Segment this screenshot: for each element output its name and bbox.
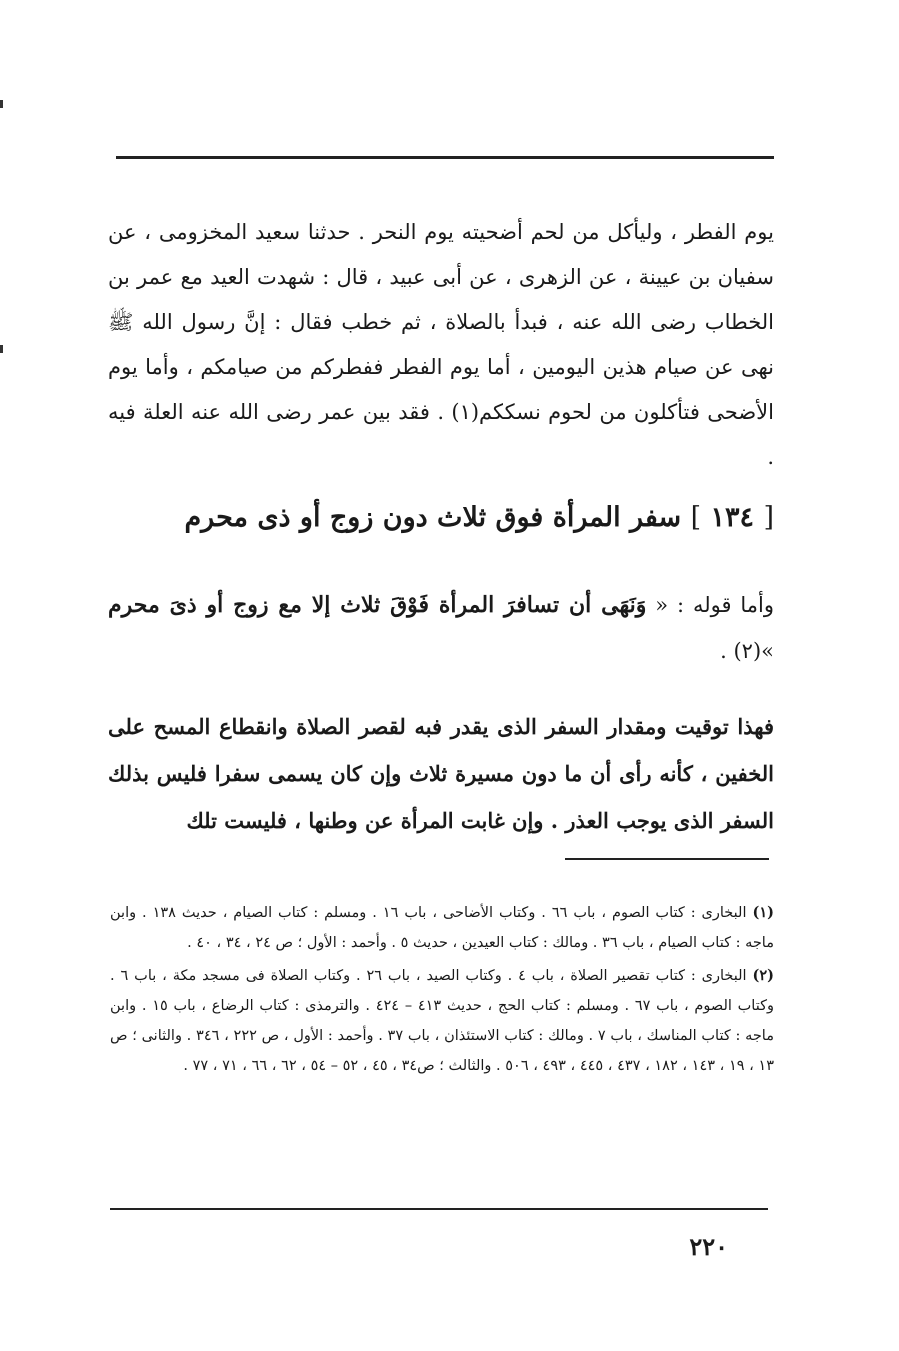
footnote-number: (٢): [752, 967, 775, 984]
footnote-text: البخارى : كتاب الصوم ، باب ٦٦ . وكتاب الأضاحى ، باب ١٦ . ومسلم : كتاب الصيام ، حديث ١٣٨ . وابن ماجه : كتاب الصيام ، باب ٣٦ . ومالك : كتاب العيدين ، حديث ٥ . وأحمد : الأول ؛ ص ٢٤ ، ٣٤ ، ٤٠ .: [110, 905, 774, 951]
footnote: [110, 898, 774, 958]
hadith-text: وَنَهَى أن تسافرَ المرأة فَوْقَ ثلاث إلا مع زوج أو ذىَ محرم: [108, 592, 647, 618]
quote-intro: وأما قوله : «: [655, 593, 774, 617]
footnote-text: البخارى : كتاب تقصير الصلاة ، باب ٤ . وكتاب الصيد ، باب ٢٦ . وكتاب الصلاة فى مسجد مكة ، باب ٦ . وكتاب الصوم ، باب ٦٧ . ومسلم : كتاب الحج ، حديث ٤١٣ – ٤٢٤ . والترمذى : كتاب الرضاع ، باب ١٥ . وابن ماجه : كتاب المناسك ، باب ٧ . ومالك : كتاب الاستئذان ، باب ٣٧ . وأحمد : الأول ، ص ٢٢٢ ، ٣٤٦ . والثانى ؛ ص ١٣ ، ١٩ ، ١٤٣ ، ١٨٢ ، ٤٣٧ ، ٤٤٥ ، ٤٩٣ ، ٥٠٦ . والثالث ؛ ص٣٤ ، ٤٥ ، ٥٢ – ٥٤ ، ٦٢ ، ٦٦ ، ٧١ ، ٧٧ .: [110, 968, 774, 1074]
heading-bracket-close: ]: [690, 502, 702, 533]
paragraph-text: فهذا توقيت ومقدار السفر الذى يقدر فبه لقصر الصلاة وانقطاع المسح على الخفين ، كأنه رأى أن ما دون مسيرة ثلاث وإن كان يسمى سفرا فليس بذلك السفر الذى يوجب العذر . وإن غابت المرأة عن وطنها ، فليست تلك: [108, 714, 774, 833]
scan-mark: [0, 100, 3, 108]
scan-mark: [0, 345, 3, 353]
section-number: ١٣٤: [710, 502, 755, 533]
quote-outro: »(٢) .: [720, 639, 774, 663]
footnote-number: (١): [752, 904, 774, 921]
section-heading: [108, 496, 774, 540]
main-paragraph: [108, 210, 774, 480]
heading-bracket-open: [: [763, 502, 774, 533]
section-title: سفر المرأة فوق ثلاث دون زوج أو ذى محرم: [184, 502, 682, 533]
footnote: [110, 961, 774, 1081]
footnote-separator: [565, 858, 769, 860]
quote-paragraph: [108, 582, 774, 674]
footer-rule: [110, 1208, 768, 1210]
header-rule: [116, 156, 774, 159]
commentary-paragraph: [108, 682, 774, 865]
page-number: ٢٢٠: [689, 1232, 728, 1261]
footnotes: [110, 898, 774, 1084]
paragraph-text: يوم الفطر ، وليأكل من لحم أضحيته يوم النحر . حدثنا سعيد المخزومى ، عن سفيان بن عيينة ، عن الزهرى ، عن أبى عبيد ، قال : شهدت العيد مع عمر بن الخطاب رضى الله عنه ، فبدأ بالصلاة ، ثم خطب فقال : إنَّ رسول الله ﷺ نهى عن صيام هذين اليومين ، أما يوم الفطر ففطركم من صيامكم ، وأما يوم الأضحى فتأكلون من لحوم نسككم(١) . فقد بين عمر رضى الله عنه العلة فيه .: [108, 220, 774, 469]
